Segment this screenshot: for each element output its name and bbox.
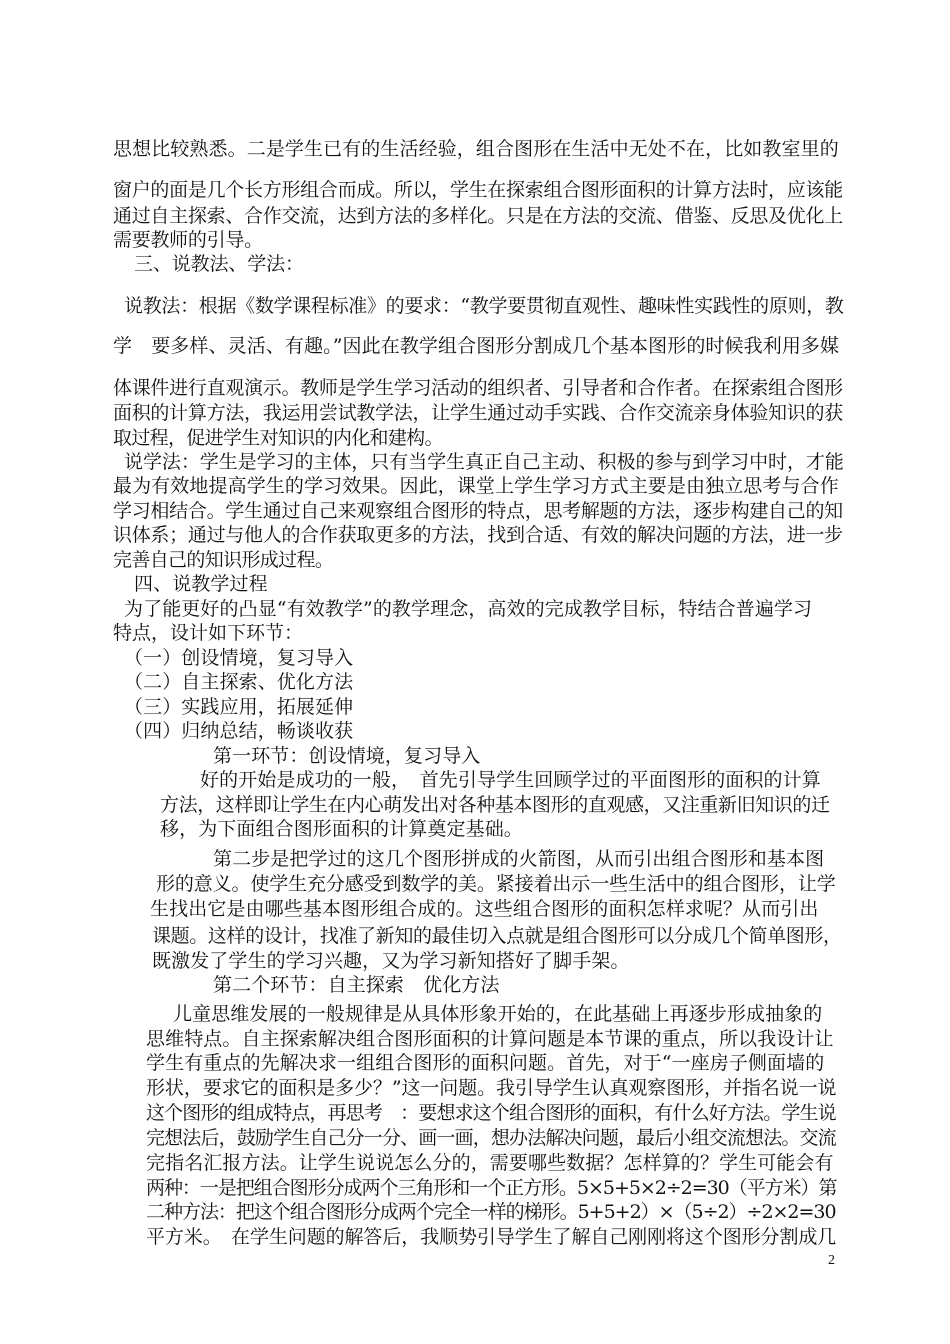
- text-line: 移，为下面组合图形面积的计算奠定基础。: [160, 818, 523, 840]
- text-line: 为了能更好的凸显“有效教学”的教学理念，高效的完成教学目标，特结合普遍学习: [124, 598, 813, 620]
- text-line: 好的开始是成功的一般， 首先引导学生回顾学过的平面图形的面积的计算: [200, 769, 821, 791]
- text-line: 最为有效地提高学生的学习效果。因此，课堂上学生学习方式主要是由独立思考与合作: [113, 475, 839, 497]
- text-line: 形的意义。使学生充分感受到数学的美。紧接着出示一些生活中的组合图形，让学: [156, 873, 836, 895]
- page-number: 2: [828, 1253, 835, 1268]
- text-line: 特点，设计如下环节：: [113, 622, 304, 644]
- text-line: 面积的计算方法，我运用尝试教学法，让学生通过动手实践、合作交流亲身体验知识的获: [113, 402, 843, 424]
- text-line: 完善自己的知识形成过程。: [113, 549, 334, 571]
- text-line: 两种：一是把组合图形分成两个三角形和一个正方形。5×5+5×2÷2=30（平方米）第: [146, 1177, 837, 1199]
- text-line: 窗户的面是几个长方形组合而成。所以，学生在探索组合图形面积的计算方法时，应该能: [113, 179, 843, 201]
- text-line: 这个图形的组成特点，再思考 ：要想求这个组合图形的面积，有什么好方法。学生说: [146, 1102, 836, 1124]
- text-line: 学习相结合。学生通过自己来观察组合图形的特点，思考解题的方法，逐步构建自己的知: [113, 500, 843, 522]
- text-line: 识体系；通过与他人的合作获取更多的方法，找到合适、有效的解决问题的方法，进一步: [113, 524, 843, 546]
- text-line: 学 要多样、灵活、有趣。”因此在教学组合图形分割成几个基本图形的时候我利用多媒: [113, 335, 840, 357]
- text-line: 说教法：根据《数学课程标准》的要求：“教学要贯彻直观性、趣味性实践性的原则，教: [124, 295, 844, 317]
- text-line: 说学法：学生是学习的主体，只有当学生真正自己主动、积极的参与到学习中时，才能: [124, 451, 844, 473]
- text-line: 思想比较熟悉。二是学生已有的生活经验，组合图形在生活中无处不在，比如教室里的: [113, 138, 839, 160]
- text-line: 二种方法：把这个组合图形分成两个完全一样的梯形。5+5+2）×（5÷2）÷2×2=30: [146, 1201, 836, 1223]
- text-line: 需要教师的引导。: [113, 229, 263, 251]
- text-line: 思维特点。自主探索解决组合图形面积的计算问题是本节课的重点，所以我设计让: [146, 1028, 834, 1050]
- text-line: 通过自主探索、合作交流，达到方法的多样化。只是在方法的交流、借鉴、反思及优化上: [113, 205, 843, 227]
- subsection-heading: 第一环节：创设情境，复习导入: [213, 745, 481, 767]
- section-heading: 四、说教学过程: [134, 573, 268, 595]
- list-item: （二）自主探索、优化方法: [124, 671, 354, 693]
- text-line: 形状，要求它的面积是多少？”这一问题。我引导学生认真观察图形，并指名说一说: [146, 1077, 837, 1099]
- text-line: 第二步是把学过的这几个图形拼成的火箭图，从而引出组合图形和基本图: [213, 848, 825, 870]
- list-item: （三）实践应用，拓展延伸: [124, 696, 354, 718]
- text-line: 既激发了学生的学习兴趣，又为学习新知搭好了脚手架。: [152, 950, 630, 972]
- subsection-heading: 第二个环节：自主探索 优化方法: [213, 974, 500, 996]
- section-heading: 三、说教法、学法：: [134, 253, 304, 275]
- text-line: 生找出它是由哪些基本图形组合成的。这些组合图形的面积怎样求呢？从而引出: [150, 898, 819, 920]
- text-line: 方法，这样即让学生在内心萌发出对各种基本图形的直观感，又注重新旧知识的迁: [160, 794, 830, 816]
- list-item: （四）归纳总结，畅谈收获: [124, 720, 354, 742]
- text-line: 课题。这样的设计，找准了新知的最佳切入点就是组合图形可以分成几个简单图形，: [152, 925, 842, 947]
- text-line: 平方米。 在学生问题的解答后，我顺势引导学生了解自己刚刚将这个图形分割成几: [146, 1226, 837, 1248]
- text-line: 学生有重点的先解决求一组组合图形的面积问题。首先，对于“一座房子侧面墙的: [146, 1052, 825, 1074]
- text-line: 完指名汇报方法。让学生说说怎么分的，需要哪些数据？怎样算的？学生可能会有: [146, 1152, 834, 1174]
- text-line: 体课件进行直观演示。教师是学生学习活动的组织者、引导者和合作者。在探索组合图形: [113, 377, 843, 399]
- text-line: 儿童思维发展的一般规律是从具体形象开始的，在此基础上再逐步形成抽象的: [173, 1003, 823, 1025]
- list-item: （一）创设情境，复习导入: [124, 647, 354, 669]
- text-line: 取过程，促进学生对知识的内化和建构。: [113, 427, 443, 449]
- text-line: 完想法后，鼓励学生自己分一分、画一画，想办法解决问题，最后小组交流想法。交流: [146, 1127, 836, 1149]
